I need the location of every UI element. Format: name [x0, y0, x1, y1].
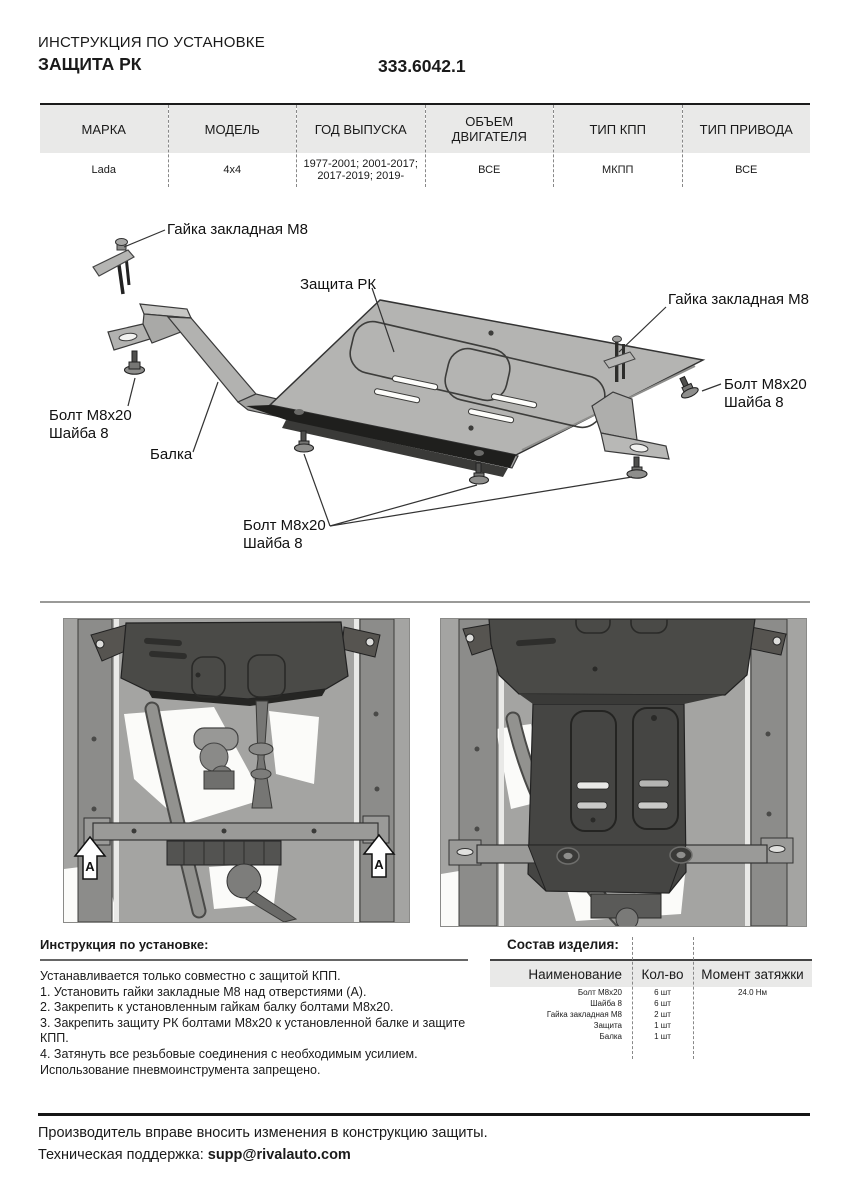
spec-header: ТИП ПРИВОДА — [683, 105, 811, 153]
spec-col-brand — [40, 105, 168, 187]
title-block — [38, 34, 265, 75]
section-divider — [40, 601, 810, 603]
part-qty: 1 шт — [654, 1032, 671, 1041]
instruction-line: 3. Закрепить защиту РК болтами М8х20 к установленной балке и защите КПП. — [40, 1015, 466, 1046]
parts-row — [490, 1031, 812, 1042]
spec-header: ОБЪЕМ ДВИГАТЕЛЯ — [426, 105, 554, 153]
support-email: supp@rivalauto.com — [207, 1147, 351, 1163]
kpp-guard-photo — [463, 618, 786, 695]
spec-col-gearbox — [553, 105, 682, 187]
parts-row — [490, 998, 812, 1009]
label-bolt-bottom: Болт М8х20 — [243, 517, 326, 534]
instruction-line: 2. Закрепить к установленным гайкам балку болтами М8х20. — [40, 1000, 394, 1015]
part-number: 333.6042.1 — [378, 56, 466, 76]
marker-a-label: A — [85, 859, 95, 874]
marker-a-label: A — [374, 857, 384, 872]
part-name: Шайба 8 — [590, 999, 622, 1008]
parts-col-torque: Момент затяжки — [701, 966, 804, 982]
spec-value: 4x4 — [223, 163, 242, 176]
part-name: Гайка закладная М8 — [546, 1010, 622, 1019]
instructions-heading: Инструкция по установке: — [40, 937, 209, 952]
parts-divider-2 — [693, 937, 694, 1059]
page-title: ЗАЩИТА РК — [38, 54, 142, 74]
label-bolt-left: Болт М8х20 — [49, 407, 132, 424]
spec-col-year — [296, 105, 425, 187]
photo-before-install — [63, 618, 410, 923]
footer-support — [38, 1147, 351, 1163]
parts-row — [490, 987, 812, 998]
instructions-rule — [40, 959, 468, 961]
part-torque — [693, 1020, 812, 1031]
spec-col-engine — [425, 105, 554, 187]
parts-heading: Состав изделия: — [507, 937, 619, 952]
label-embedded-nut-right: Гайка закладная М8 — [668, 291, 809, 308]
footer-disclaimer: Производитель вправе вносить изменения в конструкцию защиты. — [38, 1125, 488, 1141]
installation-instructions — [40, 937, 492, 1078]
part-torque: 24.0 Нм — [737, 988, 768, 997]
spec-table — [40, 103, 810, 187]
spec-value: ВСЕ — [478, 163, 501, 176]
instruction-line: 1. Установить гайки закладные М8 над отверстиями (А). — [40, 984, 367, 999]
photo-after-install — [440, 618, 807, 927]
parts-row — [490, 1009, 812, 1020]
label-embedded-nut-left: Гайка закладная М8 — [167, 221, 308, 238]
spec-header: ГОД ВЫПУСКА — [297, 105, 425, 153]
part-torque — [693, 1009, 812, 1020]
label-washer-bottom: Шайба 8 — [243, 535, 303, 552]
spec-value: ВСЕ — [735, 163, 758, 176]
embedded-nut-left — [93, 239, 134, 295]
part-qty: 1 шт — [654, 1021, 671, 1030]
spec-value: МКПП — [602, 163, 634, 176]
exploded-diagram — [40, 210, 810, 600]
part-qty: 6 шт — [654, 999, 671, 1008]
part-name: Болт М8х20 — [577, 988, 622, 997]
part-qty: 2 шт — [654, 1010, 671, 1019]
spec-header: МАРКА — [40, 105, 168, 153]
spec-value: 1977-2001; 2001-2017; 2017-2019; 2019- — [303, 157, 418, 182]
spec-header: ТИП КПП — [554, 105, 682, 153]
instruction-line: 4. Затянуть все резьбовые соединения с необходимым усилием. — [40, 1046, 418, 1061]
parts-row — [490, 1020, 812, 1031]
spec-header: МОДЕЛЬ — [169, 105, 297, 153]
label-washer-right: Шайба 8 — [724, 394, 784, 411]
doc-type: ИНСТРУКЦИЯ ПО УСТАНОВКЕ — [38, 34, 265, 51]
parts-col-qty: Кол-во — [641, 966, 684, 982]
parts-divider-1 — [632, 937, 633, 1059]
bolt-right — [675, 374, 700, 400]
part-name: Балка — [599, 1032, 622, 1041]
instruction-line: Использование пневмоинструмента запрещено. — [40, 1062, 321, 1077]
label-guard: Защита РК — [300, 276, 377, 293]
part-torque — [693, 998, 812, 1009]
label-washer-left: Шайба 8 — [49, 425, 109, 442]
part-torque — [693, 1031, 812, 1042]
bolt-left — [125, 351, 145, 374]
part-name: Защита — [593, 1021, 622, 1030]
parts-header-row — [490, 961, 812, 987]
parts-col-name: Наименование — [528, 966, 622, 982]
bolt-bottom-3 — [627, 457, 647, 478]
spec-value: Lada — [91, 163, 116, 176]
spec-col-model — [168, 105, 297, 187]
parts-list — [490, 937, 812, 1042]
footer-rule — [38, 1113, 810, 1116]
support-label: Техническая поддержка: — [38, 1147, 208, 1163]
instruction-line: Устанавливается только совместно с защитой КПП. — [40, 969, 341, 983]
beam-right-bracket — [592, 392, 669, 459]
label-beam: Балка — [150, 446, 193, 463]
spec-col-drive — [682, 105, 811, 187]
part-qty: 6 шт — [654, 988, 671, 997]
label-bolt-right: Болт М8х20 — [724, 376, 807, 393]
